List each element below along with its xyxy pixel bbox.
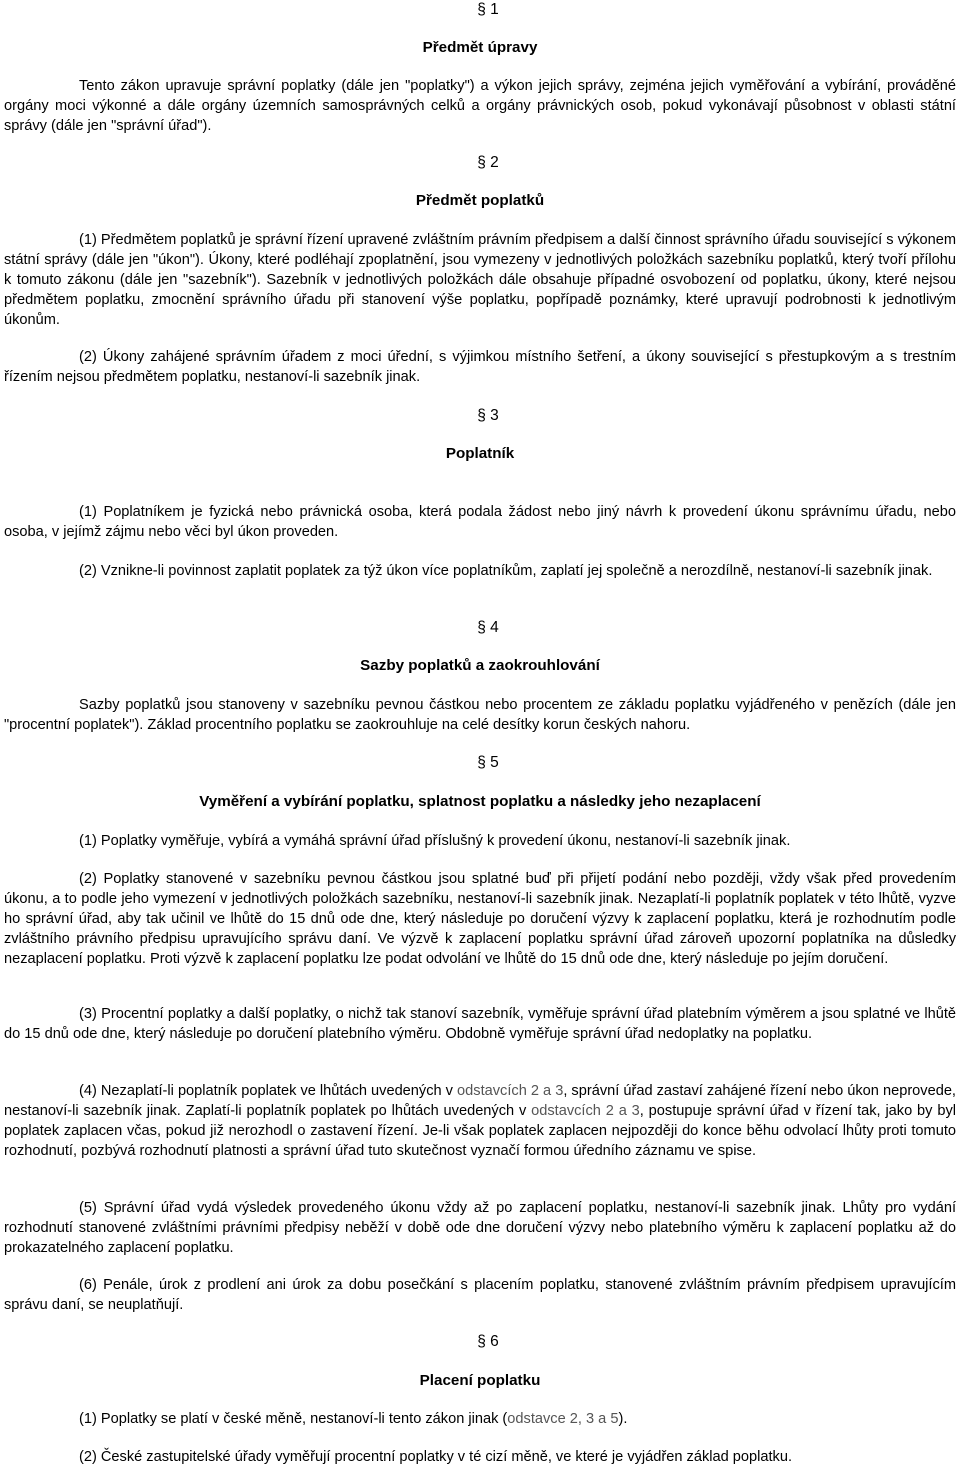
section-2-title: Předmět poplatků: [415, 192, 545, 209]
para1-text-a: (1) Poplatky se platí v české měně, nestanoví-li tento zákon jinak (: [79, 1411, 508, 1427]
section-1-number: § 1: [477, 1, 499, 18]
section-6-paragraph-2: (2) České zastupitelské úřady vyměřují procentní poplatky v té cizí měně, ve které je vyjádřen základ poplatku.: [79, 1449, 792, 1465]
section-6-title: Placení poplatku: [419, 1372, 541, 1389]
section-5-number: § 5: [477, 754, 499, 771]
section-3-paragraph-2: (2) Vznikne-li povinnost zaplatit poplatek za týž úkon více poplatníkům, zaplatí jej společně a nerozdílně, nestanoví-li sazebník jinak.: [79, 563, 933, 579]
para4-text-c: , postupuje správní úřad v řízení tak, jako by byl poplatek zaplacen včas, pokud již nerozhodl o zastavení řízení. Je-li však poplatek zaplacen nejpozději do konce běhu odvolací lhůty proti tomuto rozhodnutí, pozbývá rozhodnutí platnosti a správní úřad tuto skutečnost vyznačí formou úředního záznamu ve spise.: [4, 1103, 956, 1159]
section-2-number: § 2: [477, 154, 499, 171]
section-1-paragraph: Tento zákon upravuje správní poplatky (dále jen "poplatky") a výkon jejich správy, zejména jejich vyměřování a vybírání, prováděné orgány moci výkonné a dále orgány územních samosprávných celků a orgány právnických osob, pokud vykonávají působnost v oblasti státní správy (dále jen "správní úřad").: [4, 78, 956, 134]
section-6-paragraph-1: [4, 1409, 956, 1429]
para1-text-b: ).: [618, 1411, 628, 1427]
section-1-title: Předmět úpravy: [422, 39, 538, 56]
section-3-paragraph-1: (1) Poplatníkem je fyzická nebo právnická osoba, která podala žádost nebo jiný návrh k provedení úkonu správnímu úřadu, nebo osoba, v jejímž zájmu nebo věci byl úkon proveden.: [4, 504, 956, 540]
section-5-paragraph-6: (6) Penále, úrok z prodlení ani úrok za dobu posečkání s placením poplatku, stanovené zvláštním právním předpisem upravujícím správu daní, se neuplatňují.: [4, 1277, 956, 1313]
section-4-paragraph: Sazby poplatků jsou stanoveny v sazebníku pevnou částkou nebo procentem ze základu poplatku vyjádřeného v penězích (dále jen "procentní poplatek"). Základ procentního poplatku se zaokrouhluje na celé desítky korun českých nahoru.: [4, 697, 956, 733]
section-5-title: Vyměření a vybírání poplatku, splatnost poplatku a následky jeho nezaplacení: [199, 793, 761, 810]
section-5-paragraph-2: (2) Poplatky stanovené v sazebníku pevnou částkou jsou splatné buď při přijetí podání nebo později, vždy však před provedením úkonu, a to podle jeho vymezení v jednotlivých položkách sazebníku, nestanoví-li sazebník jinak. Nezaplatí-li poplatník poplatek v této lhůtě, vyzve ho správní úřad, aby tak učinil ve lhůtě do 15 dnů ode dne, který následuje po doručení výzvy k zaplacení poplatku, která je rozhodnutím podle zvláštního právního předpisu upravujícího správu daní. Ve výzvě k zaplacení poplatku správní úřad zároveň upozorní poplatníka na důsledky nezaplacení poplatku. Proti výzvě k zaplacení poplatku lze podat odvolání ve lhůtě do 15 dnů ode dne, který následuje po jejím doručení.: [4, 871, 956, 967]
section-5-paragraph-1: (1) Poplatky vyměřuje, vybírá a vymáhá správní úřad příslušný k provedení úkonu, nestanoví-li sazebník jinak.: [79, 833, 791, 849]
section-2-paragraph-2: (2) Úkony zahájené správním úřadem z moci úřední, s výjimkou místního šetření, a úkony související s přestupkovým a s trestním řízením nejsou předmětem poplatku, nestanoví-li sazebník jinak.: [4, 349, 956, 385]
paragraph-reference-link[interactable]: odstavce 2, 3 a 5: [507, 1411, 619, 1427]
section-3-title: Poplatník: [445, 445, 515, 462]
section-5-paragraph-3: (3) Procentní poplatky a další poplatky, o nichž tak stanoví sazebník, vyměřuje správní úřad platebním výměrem a jsou splatné ve lhůtě do 15 dnů ode dne, který následuje po doručení platebního výměru. Obdobně vyměřuje správní úřad nedoplatky na poplatku.: [4, 1006, 956, 1042]
paragraph-reference-link[interactable]: odstavcích 2 a 3: [457, 1083, 564, 1099]
section-4-number: § 4: [477, 619, 499, 636]
para4-text-b: , správní úřad zastaví zahájené řízení nebo úkon neprovede, nestanoví-li sazebník jinak. Zaplatí-li poplatník poplatek po lhůtách uvedených v: [4, 1083, 956, 1119]
section-3-number: § 3: [477, 407, 499, 424]
para4-text-a: (4) Nezaplatí-li poplatník poplatek ve lhůtách uvedených v: [79, 1083, 458, 1099]
section-2-paragraph-1: (1) Předmětem poplatků je správní řízení upravené zvláštním právním předpisem a další činnost správního úřadu související s výkonem státní správy (dále jen "úkon"). Úkony, které podléhají zpoplatnění, jsou vymezeny v jednotlivých položkách sazebníku poplatků, který tvoří přílohu k tomuto zákonu (dále jen "sazebník"). Sazebník v jednotlivých položkách dále obsahuje případné osvobození od poplatku, úkony, které nejsou předmětem poplatku, zmocnění správního úřadu při stanovení výše poplatku, popřípadě poznámky, které upravují podrobnosti k jednotlivým úkonům.: [4, 232, 956, 328]
section-4-title: Sazby poplatků a zaokrouhlování: [360, 657, 600, 674]
paragraph-reference-link[interactable]: odstavcích 2 a 3: [531, 1103, 640, 1119]
section-5-paragraph-4: [4, 1081, 956, 1161]
section-6-number: § 6: [477, 1333, 499, 1350]
section-5-paragraph-5: (5) Správní úřad vydá výsledek provedeného úkonu vždy až po zaplacení poplatku, nestanoví-li sazebník jinak. Lhůty pro vydání rozhodnutí stanovené zvláštními právními předpisy neběží v době ode dne doručení výzvy nebo platebního výměru k zaplacení poplatku až do prokazatelného zaplacení poplatku.: [4, 1200, 956, 1256]
